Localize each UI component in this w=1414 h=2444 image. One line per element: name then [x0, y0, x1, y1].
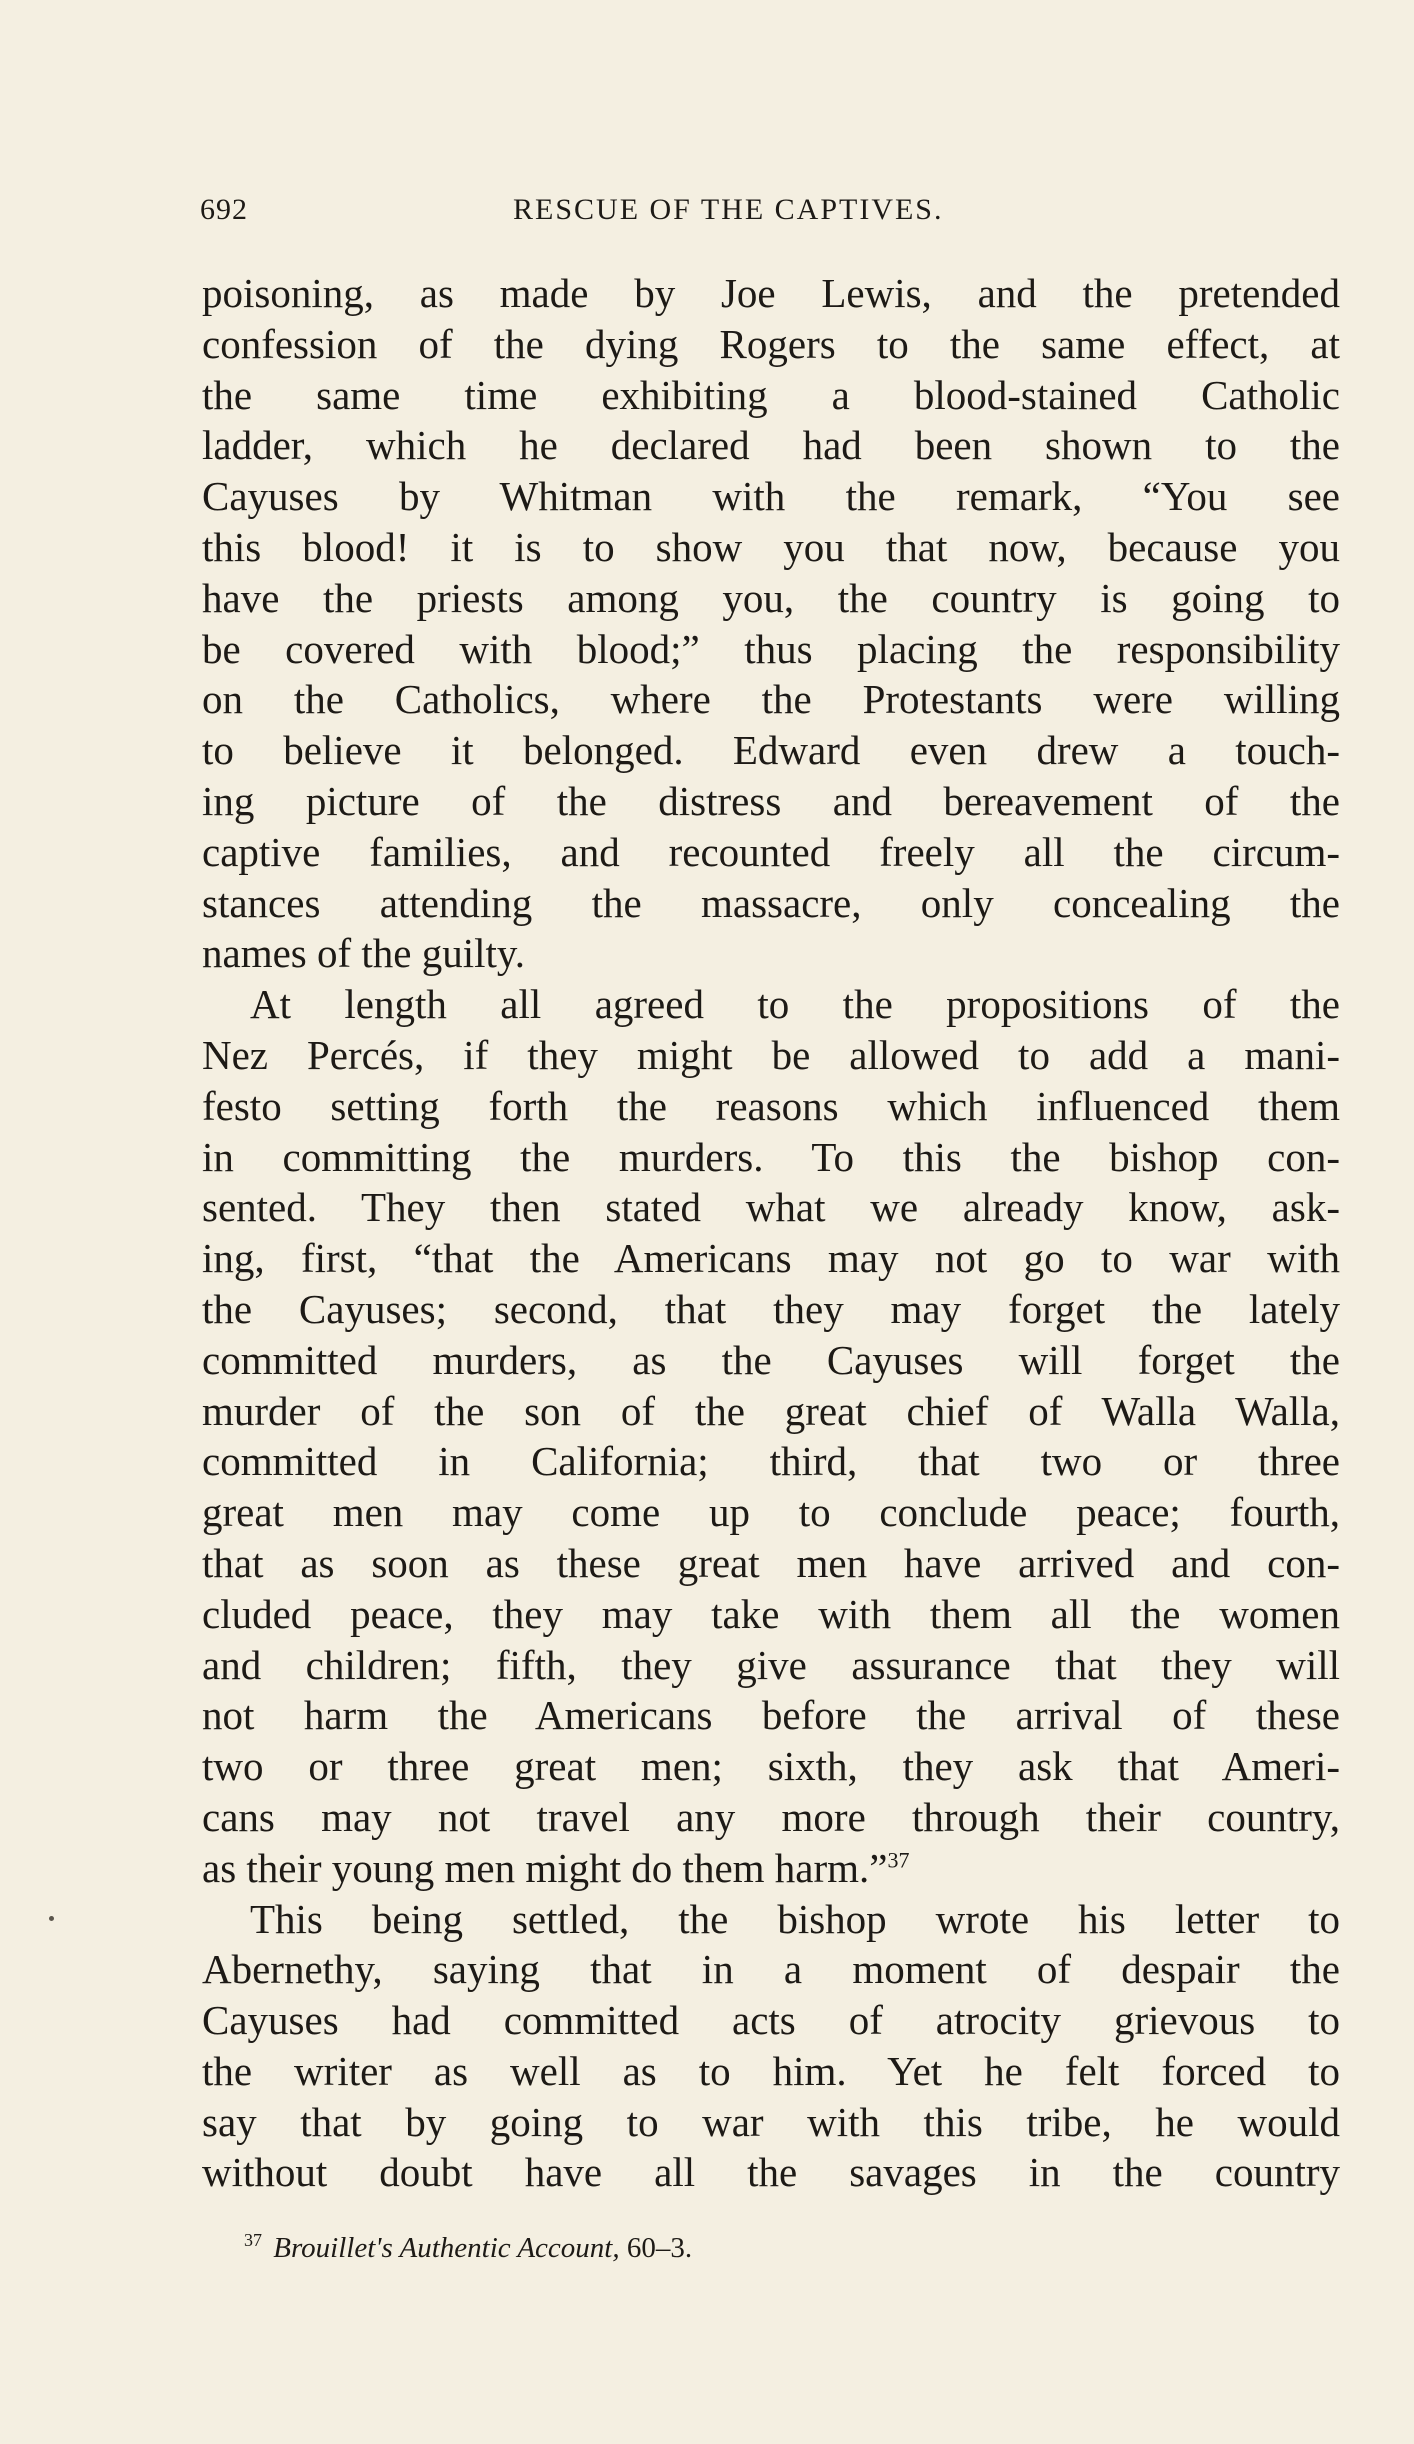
text-line: say that by going to war with this tribe, he would: [202, 2098, 1340, 2145]
footnote: [244, 2232, 692, 2265]
text-line-content: as their young men might do them harm.”: [202, 1844, 888, 1891]
footnote-pages: 60–3.: [626, 2232, 693, 2264]
text-line: Cayuses had committed acts of atrocity grievous to: [202, 1997, 1340, 2044]
text-line: be covered with blood;” thus placing the responsibility: [202, 625, 1340, 672]
text-line: poisoning, as made by Joe Lewis, and the pretended: [202, 270, 1340, 316]
body-text: [202, 268, 1340, 2198]
margin-dot: [49, 1916, 54, 1921]
footnote-source-title: Brouillet's Authentic Account,: [273, 2232, 620, 2264]
text-line: in committing the murders. To this the bishop con-: [202, 1133, 1340, 1180]
text-line: two or three great men; sixth, they ask that Ameri-: [202, 1743, 1340, 1790]
text-line: This being settled, the bishop wrote his letter to: [250, 1895, 1340, 1942]
text-line: captive families, and recounted freely all the circum-: [202, 828, 1340, 875]
text-line: have the priests among you, the country is going to: [202, 574, 1340, 621]
running-title: RESCUE OF THE CAPTIVES.: [513, 193, 944, 226]
page-number: 692: [200, 193, 248, 226]
text-line: At length all agreed to the propositions of the: [250, 981, 1340, 1028]
text-line: Abernethy, saying that in a moment of despair the: [202, 1946, 1340, 1993]
text-line: and children; fifth, they give assurance that they will: [202, 1641, 1340, 1688]
text-line: cans may not travel any more through their country,: [202, 1793, 1340, 1840]
text-line: names of the guilty.: [202, 930, 525, 977]
text-line: ing, first, “that the Americans may not go to war with: [202, 1235, 1340, 1282]
text-line: festo setting forth the reasons which influenced them: [202, 1082, 1340, 1129]
text-line: sented. They then stated what we already know, ask-: [202, 1184, 1340, 1231]
running-head: [200, 193, 1340, 237]
text-line: ladder, which he declared had been shown to the: [202, 422, 1340, 469]
text-line: murder of the son of the great chief of Walla Walla,: [202, 1387, 1340, 1434]
text-line: stances attending the massacre, only concealing the: [202, 879, 1340, 926]
text-line: committed murders, as the Cayuses will forget the: [202, 1336, 1340, 1383]
text-line: that as soon as these great men have arrived and con-: [202, 1539, 1340, 1586]
text-line: on the Catholics, where the Protestants were willing: [202, 676, 1340, 723]
footnote-reference: 37: [887, 1847, 910, 1873]
text-line: the Cayuses; second, that they may forget the lately: [202, 1285, 1340, 1332]
text-line: the writer as well as to him. Yet he felt forced to: [202, 2047, 1340, 2094]
text-line: great men may come up to conclude peace; fourth,: [202, 1489, 1340, 1536]
text-line: to believe it belonged. Edward even drew a touch-: [202, 727, 1340, 774]
text-line: Cayuses by Whitman with the remark, “You see: [202, 473, 1340, 520]
text-line: confession of the dying Rogers to the same effect, at: [202, 320, 1340, 367]
text-line: the same time exhibiting a blood-stained Catholic: [202, 371, 1340, 418]
footnote-number: 37: [244, 2230, 262, 2251]
text-line: not harm the Americans before the arrival of these: [202, 1692, 1340, 1739]
text-line: this blood! it is to show you that now, because you: [202, 523, 1340, 570]
text-line: cluded peace, they may take with them all the women: [202, 1590, 1340, 1637]
text-line: ing picture of the distress and bereavement of the: [202, 777, 1340, 824]
text-line-with-footnote: [202, 1843, 1340, 1894]
text-line: Nez Percés, if they might be allowed to add a mani-: [202, 1031, 1340, 1078]
text-line: committed in California; third, that two or three: [202, 1438, 1340, 1485]
text-line: without doubt have all the savages in the country: [202, 2149, 1340, 2196]
